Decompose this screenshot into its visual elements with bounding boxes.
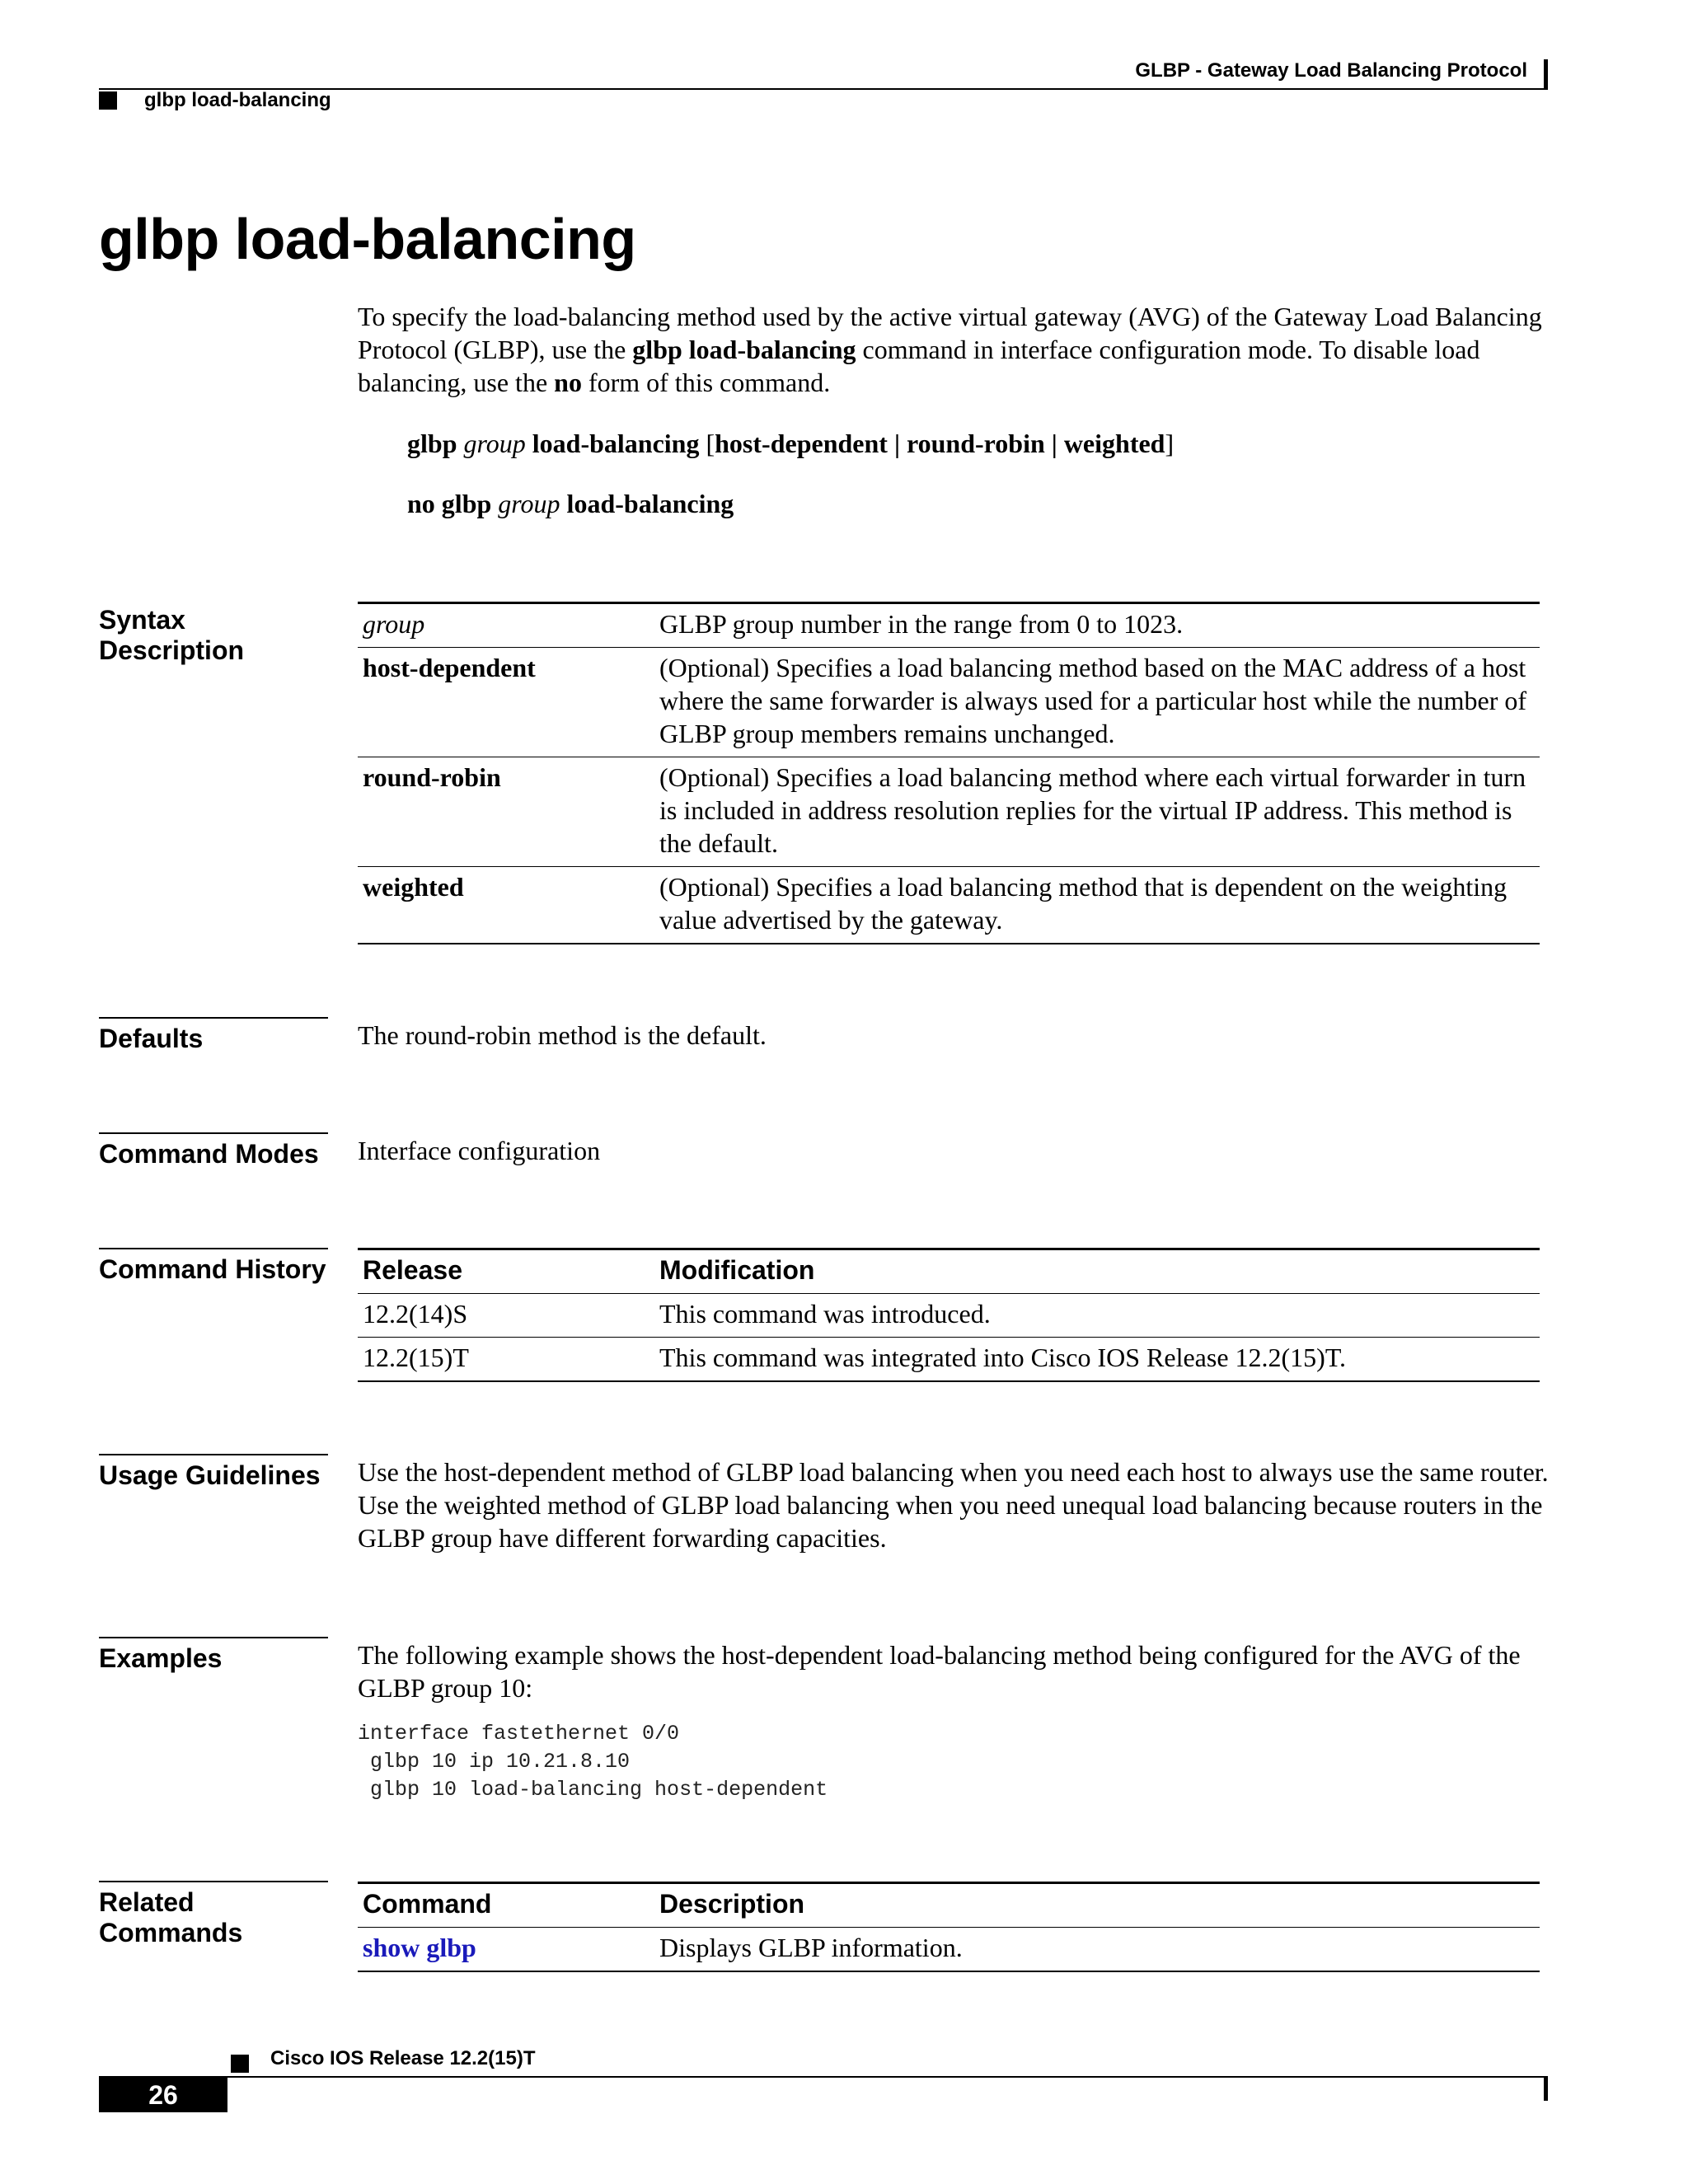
syntax-term: host-dependent [358, 648, 654, 757]
command-modes-text: Interface configuration [358, 1136, 601, 1165]
release-cell: 12.2(14)S [358, 1294, 654, 1338]
syntax-bracket-close: ] [1165, 429, 1175, 458]
section-label-command-modes: Command Modes [99, 1132, 328, 1169]
syntax-term: group [358, 603, 654, 648]
syntax-arg-group: group [498, 489, 560, 518]
syntax-line-2 [407, 489, 734, 519]
table-row [358, 1338, 1540, 1382]
intro-text-1: To specify the load-balancing method used by the active virtual gateway (AVG) of the Gateway Load Balancing Protocol (GLBP), use the [358, 302, 1542, 364]
intro-text-2: command in interface configuration mode. To disable load balancing, use the [358, 335, 1480, 397]
section-label-related-commands: Related Commands [99, 1881, 328, 1948]
table-row [358, 867, 1540, 944]
table-header-row [358, 1883, 1540, 1928]
page-title: glbp load-balancing [99, 207, 636, 271]
syntax-term: weighted [358, 867, 654, 944]
section-label-command-history: Command History [99, 1248, 328, 1285]
footer-square-marker [231, 2055, 249, 2073]
table-row [358, 603, 1540, 648]
syntax-kw-no-glbp: no glbp [407, 489, 492, 518]
show-glbp-link[interactable]: show glbp [363, 1933, 476, 1962]
intro-paragraph [358, 300, 1545, 399]
section-label-defaults: Defaults [99, 1017, 328, 1054]
section-label-usage-guidelines: Usage Guidelines [99, 1454, 328, 1491]
syntax-desc: (Optional) Specifies a load balancing method that is dependent on the weighting value advertised by the gateway. [654, 867, 1540, 944]
syntax-kw-load-balancing: load-balancing [532, 429, 700, 458]
column-header-modification: Modification [654, 1249, 1540, 1294]
running-header-title: GLBP - Gateway Load Balancing Protocol [1135, 59, 1527, 82]
example-code-block: interface fastethernet 0/0 glbp 10 ip 10.21.8.10 glbp 10 load-balancing host-dependent [358, 1722, 828, 1802]
table-header-row [358, 1249, 1540, 1294]
table-row [358, 1928, 1540, 1972]
syntax-sep: | [887, 429, 907, 458]
syntax-line-1 [407, 429, 1174, 459]
table-row [358, 648, 1540, 757]
footer-rule [99, 2076, 1548, 2078]
syntax-opt-host-dependent: host-dependent [715, 429, 888, 458]
running-header-command: glbp load-balancing [144, 89, 331, 111]
column-header-release: Release [358, 1249, 654, 1294]
syntax-term: round-robin [358, 757, 654, 867]
intro-command: glbp load-balancing [632, 335, 856, 364]
command-history-table [358, 1248, 1540, 1382]
syntax-desc: GLBP group number in the range from 0 to 1023. [654, 603, 1540, 648]
syntax-desc: (Optional) Specifies a load balancing method where each virtual forwarder in turn is included in address resolution replies for the virtual IP address. This method is the default. [654, 757, 1540, 867]
modification-cell: This command was integrated into Cisco IOS Release 12.2(15)T. [654, 1338, 1540, 1382]
footer-release: Cisco IOS Release 12.2(15)T [270, 2047, 536, 2069]
syntax-bracket-open: [ [706, 429, 715, 458]
intro-text-3: form of this command. [581, 368, 831, 397]
section-label-syntax-description: Syntax Description [99, 605, 245, 665]
intro-no-keyword: no [554, 368, 582, 397]
related-commands-table [358, 1882, 1540, 1972]
related-description-cell: Displays GLBP information. [654, 1928, 1540, 1972]
header-square-marker [99, 91, 117, 110]
syntax-desc: (Optional) Specifies a load balancing method based on the MAC address of a host where the same forwarder is always used for a particular host while the number of GLBP group members remains unchanged. [654, 648, 1540, 757]
modification-cell: This command was introduced. [654, 1294, 1540, 1338]
release-cell: 12.2(15)T [358, 1338, 654, 1382]
syntax-kw-load-balancing: load-balancing [566, 489, 734, 518]
syntax-opt-round-robin: round-robin [906, 429, 1045, 458]
usage-guidelines-text: Use the host-dependent method of GLBP load balancing when you need each host to always use the same router. Use the weighted method of GLBP load balancing when you need unequal load balancing because routers in the GLBP group have different forwarding capacities. [358, 1457, 1549, 1553]
page-number: 26 [99, 2078, 227, 2112]
syntax-arg-group: group [463, 429, 526, 458]
column-header-description: Description [654, 1883, 1540, 1928]
syntax-sep: | [1044, 429, 1064, 458]
header-edge-bar [1544, 59, 1548, 89]
footer-edge-bar [1544, 2078, 1548, 2101]
examples-text: The following example shows the host-dependent load-balancing method being configured for the AVG of the GLBP group 10: [358, 1640, 1521, 1703]
syntax-kw-glbp: glbp [407, 429, 457, 458]
syntax-opt-weighted: weighted [1063, 429, 1165, 458]
table-row [358, 1294, 1540, 1338]
syntax-description-table [358, 602, 1540, 944]
table-row [358, 757, 1540, 867]
column-header-command: Command [358, 1883, 654, 1928]
defaults-text: The round-robin method is the default. [358, 1020, 767, 1050]
section-label-examples: Examples [99, 1637, 328, 1674]
